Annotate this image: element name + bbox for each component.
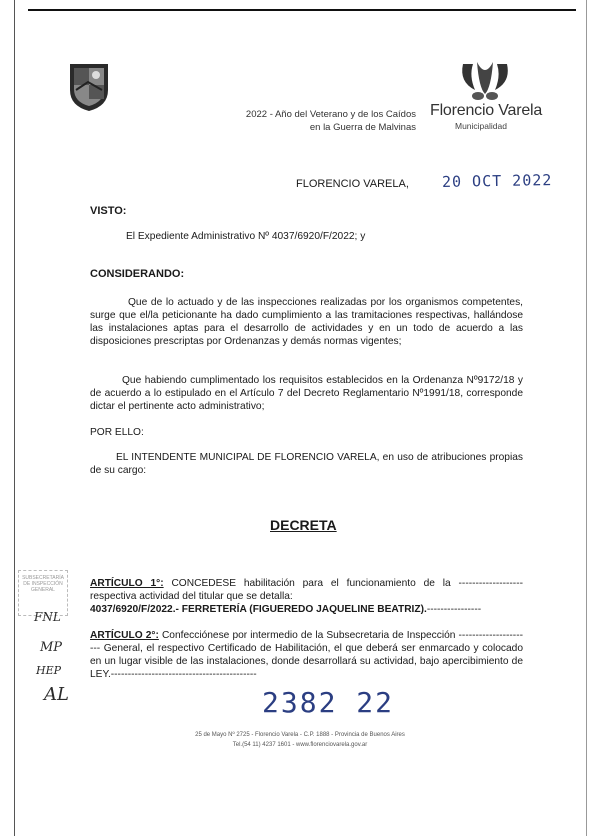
- article-1-dashes: ----------------: [426, 604, 482, 615]
- inspection-stamp: SUBSECRETARÍA DE INSPECCIÓN GENERAL: [18, 570, 68, 616]
- place-line: FLORENCIO VARELA,: [296, 178, 409, 190]
- initial-4: AL: [44, 684, 69, 705]
- coat-of-arms-icon: [68, 60, 110, 112]
- visto-text: El Expediente Administrativo Nº 4037/6920/F/2022; y: [126, 231, 366, 242]
- article-2-label: ARTÍCULO 2°:: [90, 630, 159, 641]
- article-1-label: ARTÍCULO 1°:: [90, 578, 164, 589]
- brand-name: Florencio Varela: [430, 102, 543, 119]
- article-2-text: Confecciónese por intermedio de la Subsecretaria de Inspección ---------------------- General, el respectivo Certificado de Habilitación, el que deberá ser enmarcado y colocado en un lugar visible de las instalaciones, donde desarrollará su actividad, bajo apercibimiento de LEY.-------------------------------------------: [90, 630, 523, 680]
- municipality-logo-icon: [455, 58, 515, 104]
- motto-line-2: en la Guerra de Malvinas: [309, 122, 416, 133]
- initial-2: MP: [40, 640, 63, 655]
- por-ello-text: EL INTENDENTE MUNICIPAL DE FLORENCIO VARELA, en uso de atribuciones propias de su cargo:: [90, 452, 523, 476]
- por-ello-heading: POR ELLO:: [90, 427, 144, 438]
- footer-address: 25 de Mayo Nº 2725 - Florencio Varela - C.P. 1888 - Provincia de Buenos Aires: [195, 732, 405, 738]
- decree-number-stamp: 2382 22: [262, 686, 395, 719]
- scan-edge-right: [586, 0, 587, 836]
- page-top-border: [28, 9, 576, 11]
- date-stamp: 20 OCT 2022: [441, 171, 553, 191]
- decreta-heading: DECRETA: [270, 517, 337, 533]
- visto-heading: VISTO:: [90, 205, 127, 217]
- scan-edge-left: [14, 0, 15, 836]
- article-1-detail: [90, 603, 523, 616]
- considerando-heading: CONSIDERANDO:: [90, 268, 185, 280]
- initial-3: HEP: [36, 664, 62, 677]
- article-2: [90, 629, 523, 681]
- brand-subtitle: Municipalidad: [455, 121, 507, 131]
- article-1-text: CONCEDESE habilitación para el funcionamiento de la ------------------- respectiva actividad del titular que se detalla:: [90, 578, 523, 602]
- article-1: [90, 577, 523, 603]
- initial-1: FNL: [34, 610, 61, 624]
- considerando-paragraph-2: Que habiendo cumplimentado los requisitos establecidos en la Ordenanza Nº9172/18 y de acuerdo a lo estipulado en el Artículo 7 del Decreto Reglamentario Nº1991/18, corresponde dictar el pertinente acto administrativo;: [90, 375, 523, 412]
- considerando-paragraph-1: Que de lo actuado y de las inspecciones realizadas por los organismos competentes, surge que el/la peticionante ha dado cumplimiento a las tramitaciones respectivas, hallándose las instalaciones aptas para el desarrollo de actividades y en un todo de acuerdo a las disposiciones prescriptas por Ordenanzas y demás normas vigentes;: [90, 297, 523, 347]
- footer-contact: Tel.(54 11) 4237 1601 - www.florenciovarela.gov.ar: [232, 742, 368, 748]
- year-motto: [220, 108, 416, 134]
- motto-line-1: 2022 - Año del Veterano y de los Caídos: [245, 109, 416, 120]
- article-1-bold-line: 4037/6920/F/2022.- FERRETERÍA (FIGUEREDO JAQUELINE BEATRIZ).: [90, 604, 427, 615]
